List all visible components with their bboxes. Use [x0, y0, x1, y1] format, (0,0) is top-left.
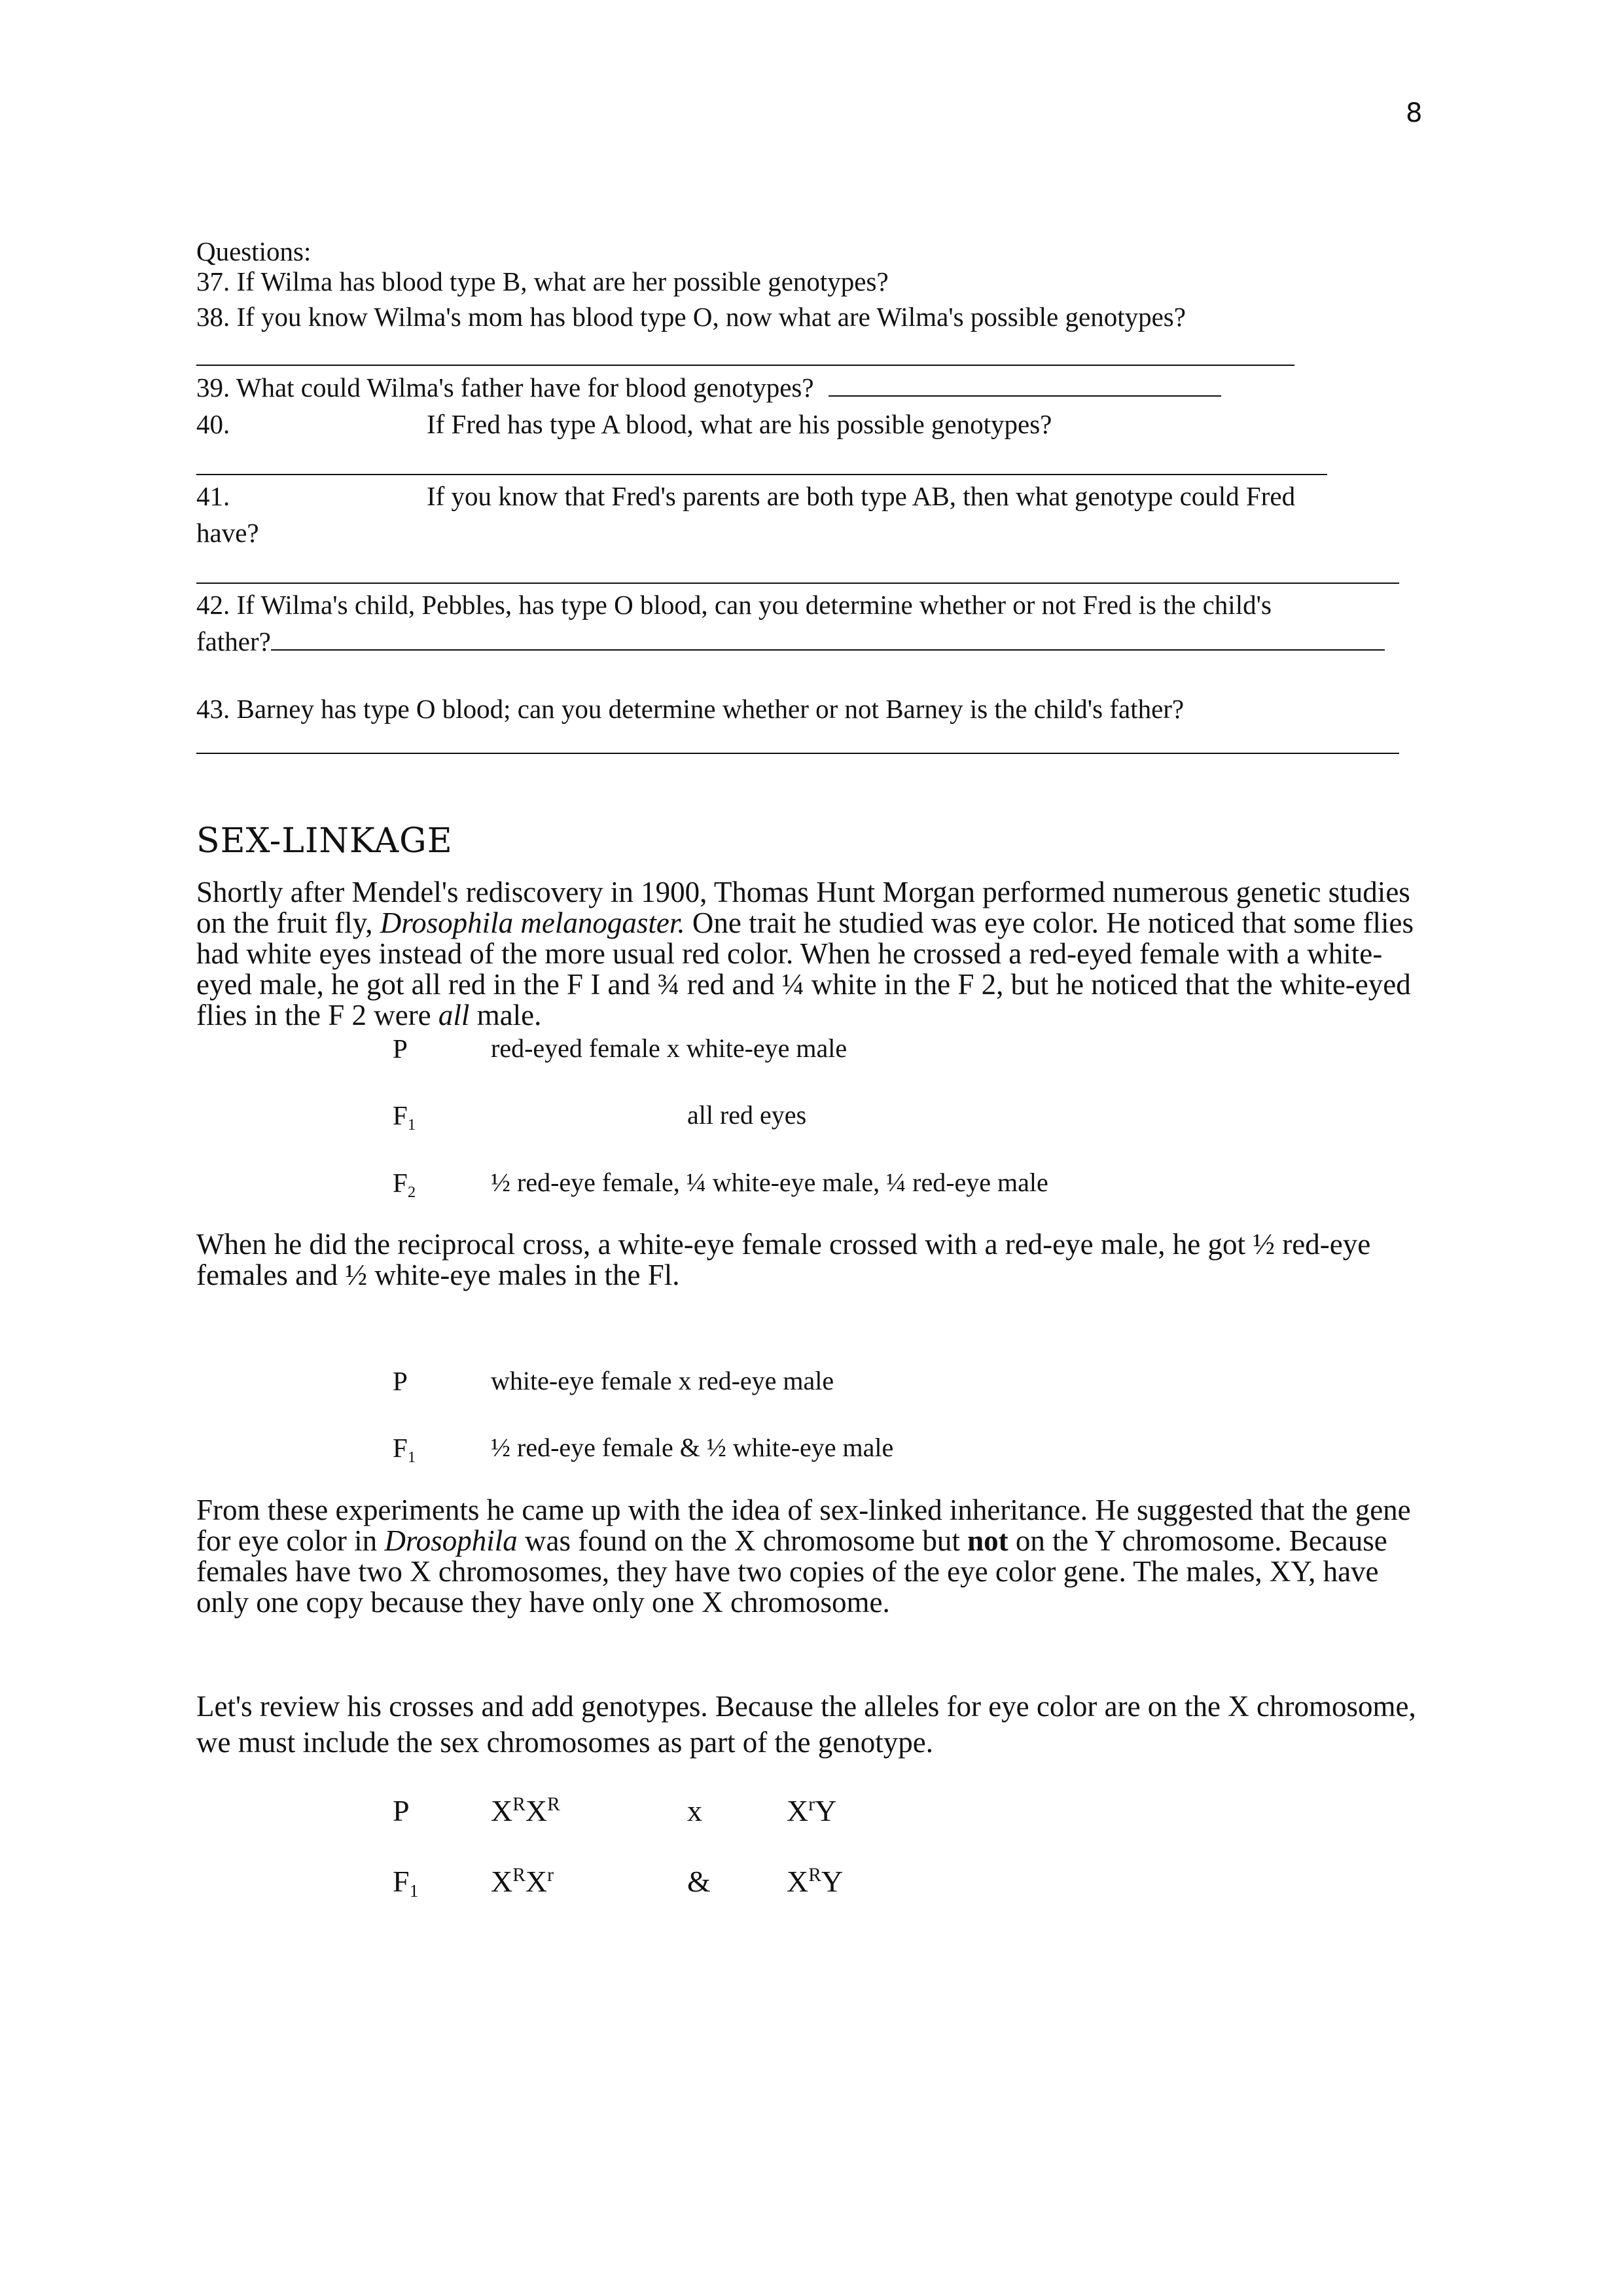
- question-39: 39. What could Wilma's father have for blood genotypes?: [196, 372, 814, 403]
- answer-line-41[interactable]: [196, 583, 1399, 584]
- question-37: 37. If Wilma has blood type B, what are her possible genotypes?: [196, 266, 889, 296]
- page-number: 8: [1406, 98, 1423, 128]
- paragraph-text: on the Y chromosome. Because females have two X chromosomes, they have two copies of the eye color gene. The males, XY, have only one copy because they have only one X chromosome.: [196, 1524, 1387, 1619]
- question-40: If Fred has type A blood, what are his possible genotypes?: [427, 409, 1052, 439]
- emphasis-text: not: [967, 1524, 1008, 1557]
- cross1-f2-text: ½ red-eye female, ¼ white-eye male, ¼ red-eye male: [491, 1168, 1048, 1197]
- genotype-p-label: P: [393, 1794, 410, 1827]
- allele-superscript: r: [808, 1794, 815, 1815]
- generation-letter: F: [393, 1433, 408, 1463]
- cross2-p-label: P: [393, 1366, 408, 1396]
- genotype-f1-operator: &: [687, 1865, 711, 1898]
- allele-superscript: r: [547, 1865, 554, 1886]
- cross1-p-text: red-eyed female x white-eye male: [491, 1033, 847, 1063]
- cross2-p-text: white-eye female x red-eye male: [491, 1366, 834, 1395]
- paragraph-sex-linked-idea: [196, 1495, 1427, 1618]
- chromosome-x: X: [787, 1865, 809, 1898]
- genotype-f1-label: [393, 1864, 418, 1899]
- section-title: SEX-LINKAGE: [196, 821, 453, 861]
- chromosome-x: X: [491, 1794, 513, 1827]
- cross1-f1-label: [393, 1100, 416, 1134]
- chromosome-x: X: [525, 1865, 548, 1898]
- chromosome-x: X: [525, 1794, 548, 1827]
- generation-letter: F: [393, 1865, 410, 1898]
- question-39-row: [196, 369, 1221, 406]
- species-name: Drosophila melanogaster.: [380, 906, 685, 939]
- question-41-number: 41.: [196, 481, 230, 511]
- paragraph-text: was found on the X chromosome but: [517, 1524, 968, 1557]
- genotype-p-operator: x: [687, 1794, 702, 1827]
- allele-superscript: R: [808, 1865, 821, 1886]
- question-42-line-2-row: [196, 623, 1385, 660]
- chromosome-x: X: [491, 1865, 513, 1898]
- paragraph-reciprocal-cross: When he did the reciprocal cross, a white-eye female crossed with a red-eye male, he got ½ red-eye females and ½ white-eye males in the Fl.: [196, 1228, 1371, 1291]
- question-41-continued: have?: [196, 518, 259, 548]
- answer-line-42[interactable]: [271, 627, 1385, 651]
- genotype-p-mother: [491, 1793, 560, 1828]
- paragraph-text: Shortly after Mendel's rediscovery in 1900, Thomas Hunt Morgan performed numerous genetic studies on the fruit fly,: [196, 876, 1410, 939]
- emphasis-text: all: [438, 999, 470, 1031]
- generation-subscript: 1: [407, 1116, 416, 1134]
- chromosome-x: X: [787, 1794, 809, 1827]
- generation-subscript: 1: [409, 1880, 419, 1901]
- question-42-line-1: 42. If Wilma's child, Pebbles, has type O blood, can you determine whether or not Fred is the child's: [196, 590, 1272, 620]
- paragraph-text: One trait he studied was eye color. He noticed that some flies had white eyes instead of the more usual red color. When he crossed a red-eyed female with a white-eyed male, he got all red in the F I and ¾ red and ¼ white in the F 2, but he noticed that the white-eyed flies in the F 2 were: [196, 906, 1414, 1031]
- generation-letter: F: [393, 1100, 408, 1130]
- cross1-f2-label: [393, 1167, 416, 1201]
- generation-subscript: 1: [407, 1448, 416, 1466]
- paragraph-review-crosses: Let's review his crosses and add genotypes. Because the alleles for eye color are on the X chromosome, we must include the sex chromosomes as part of the genotype.: [196, 1690, 1416, 1759]
- questions-heading: Questions:: [196, 236, 312, 266]
- paragraph-text: male.: [469, 999, 542, 1031]
- question-38: 38. If you know Wilma's mom has blood type O, now what are Wilma's possible genotypes?: [196, 302, 1186, 332]
- allele-superscript: R: [547, 1794, 560, 1815]
- chromosome-y: Y: [815, 1794, 837, 1827]
- answer-line-39[interactable]: [829, 373, 1221, 397]
- answer-line-38[interactable]: [196, 365, 1294, 366]
- allele-superscript: R: [512, 1794, 526, 1815]
- question-40-number: 40.: [196, 409, 230, 439]
- paragraph-morgan-intro: [196, 877, 1427, 1031]
- generation-subscript: 2: [407, 1183, 416, 1201]
- paragraph-text: From these experiments he came up with the idea of sex-linked inheritance. He suggested that the gene for eye color in: [196, 1494, 1411, 1557]
- cross1-f1-text: all red eyes: [687, 1100, 807, 1130]
- species-name: Drosophila: [384, 1524, 518, 1557]
- cross2-f1-label: [393, 1432, 416, 1466]
- answer-line-43[interactable]: [196, 753, 1399, 754]
- genotype-f1-son: [787, 1864, 843, 1899]
- answer-line-40[interactable]: [196, 474, 1327, 475]
- allele-superscript: R: [512, 1865, 526, 1886]
- genotype-p-father: [787, 1793, 836, 1828]
- question-41: If you know that Fred's parents are both type AB, then what genotype could Fred: [427, 481, 1296, 511]
- question-43: 43. Barney has type O blood; can you determine whether or not Barney is the child's father?: [196, 694, 1185, 724]
- generation-letter: F: [393, 1168, 408, 1198]
- question-42-line-2: father?: [196, 626, 271, 656]
- cross1-p-label: P: [393, 1033, 408, 1064]
- chromosome-y: Y: [821, 1865, 844, 1898]
- cross2-f1-text: ½ red-eye female & ½ white-eye male: [491, 1433, 894, 1462]
- genotype-f1-daughter: [491, 1864, 554, 1899]
